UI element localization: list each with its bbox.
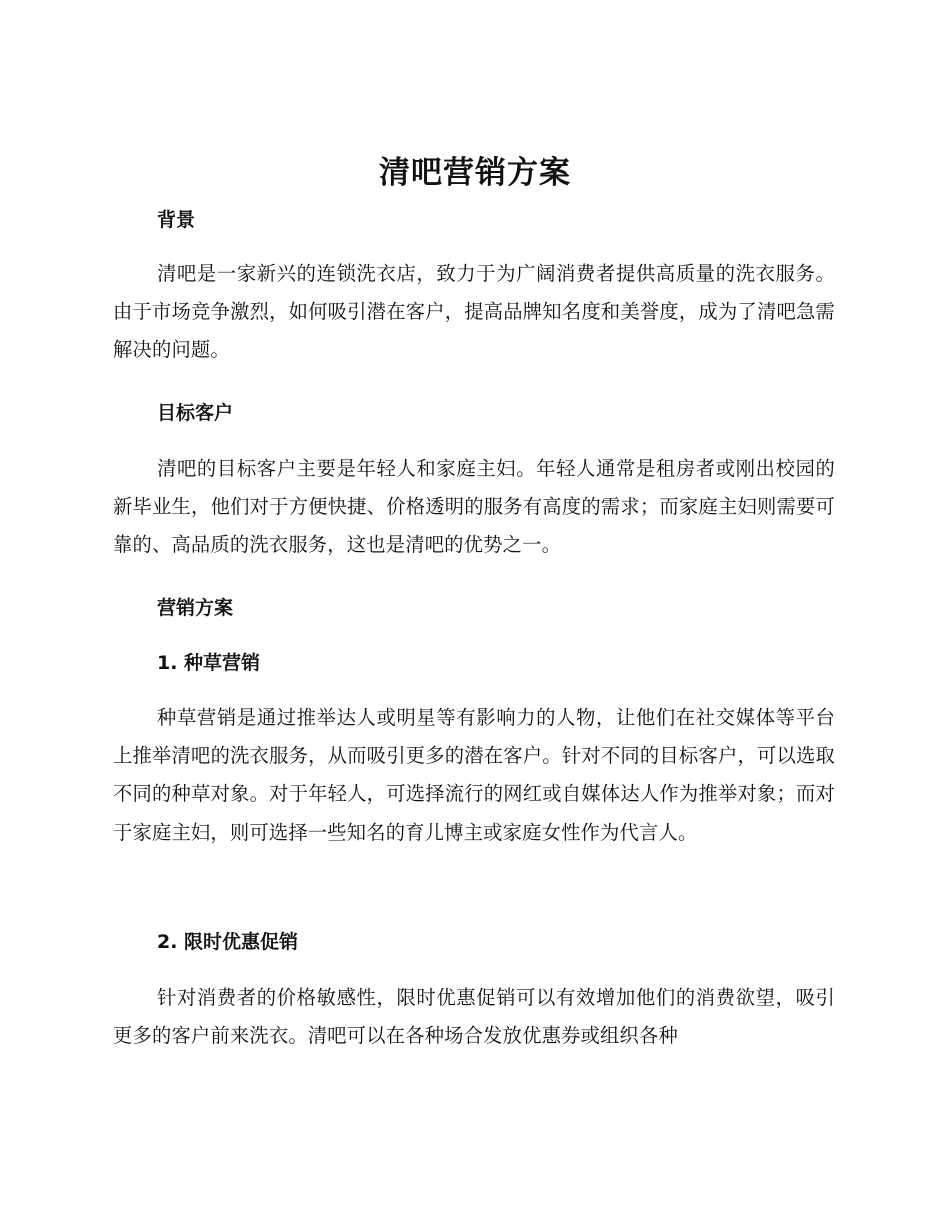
heading-seeding-marketing: 1. 种草营销 (157, 652, 261, 674)
paragraph-target-customers: 清吧的目标客户主要是年轻人和家庭主妇。年轻人通常是租房者或刚出校园的新毕业生，他们对于方便快捷、价格透明的服务有高度的需求；而家庭主妇则需要可靠的、高品质的洗衣服务，这也是清吧的优势之一。 (113, 457, 835, 557)
paragraph-seeding-marketing: 种草营销是通过推举达人或明星等有影响力的人物，让他们在社交媒体等平台上推举清吧的洗衣服务，从而吸引更多的潜在客户。针对不同的目标客户，可以选取不同的种草对象。对于年轻人，可选择流行的网红或自媒体达人作为推举对象；而对于家庭主妇，则可选择一些知名的育儿博主或家庭女性作为代言人。 (113, 706, 835, 844)
paragraph-background: 清吧是一家新兴的连锁洗衣店，致力于为广阔消费者提供高质量的洗衣服务。由于市场竞争激烈，如何吸引潜在客户，提高品牌知名度和美誉度，成为了清吧急需解决的问题。 (113, 262, 835, 362)
heading-limited-promo: 2. 限时优惠促销 (157, 931, 299, 953)
paragraph-limited-promo: 针对消费者的价格敏感性，限时优惠促销可以有效增加他们的消费欲望，吸引更多的客户前来洗衣。清吧可以在各种场合发放优惠券或组织各种 (113, 986, 835, 1048)
heading-background: 背景 (157, 209, 196, 231)
heading-marketing-plan: 营销方案 (157, 597, 234, 619)
document-title: 清吧营销方案 (379, 155, 571, 191)
heading-target-customers: 目标客户 (157, 402, 234, 424)
